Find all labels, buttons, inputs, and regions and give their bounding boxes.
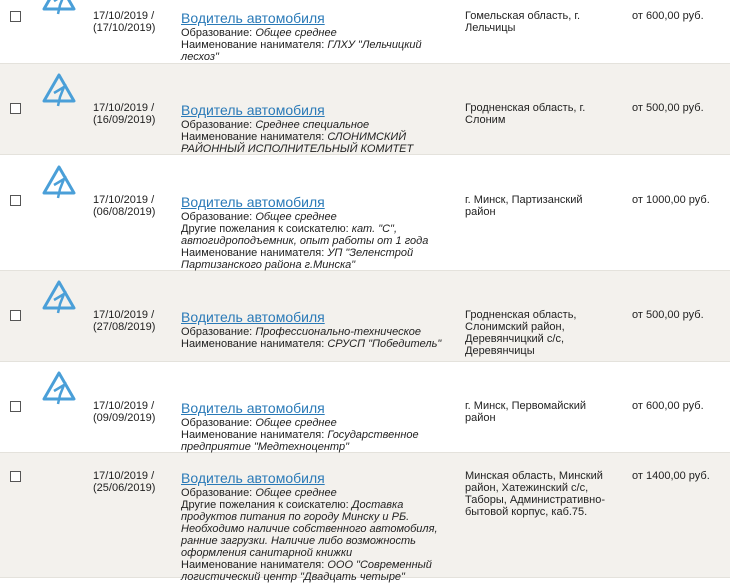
date — [93, 309, 155, 333]
vacancy-details — [181, 194, 451, 271]
vacancy-title-link[interactable]: Водитель автомобиля — [181, 400, 325, 416]
vacancy-row — [0, 271, 730, 362]
vacancy-details — [181, 102, 451, 155]
employer: Наименование нанимателя: Государственное предприятие "Медтехноцентр" — [181, 429, 419, 453]
salary: от 600,00 руб. — [632, 10, 704, 22]
employer: Наименование нанимателя: СЛОНИМСКИЙ РАЙОННЫЙ ИСПОЛНИТЕЛЬНЫЙ КОМИТЕТ — [181, 131, 414, 155]
employer: Наименование нанимателя: ГЛХУ "Лельчицкий лесхоз" — [181, 39, 422, 63]
vacancy-title-link[interactable]: Водитель автомобиля — [181, 10, 325, 26]
publish-date: 17/10/2019 / — [93, 194, 155, 206]
triangle-logo-icon — [42, 73, 76, 107]
select-checkbox[interactable] — [10, 11, 21, 22]
salary: от 1400,00 руб. — [632, 470, 710, 482]
education: Образование: Профессионально-техническое — [181, 326, 422, 338]
vacancy-row — [0, 362, 730, 453]
vacancy-details — [181, 470, 451, 583]
original-date: (06/08/2019) — [93, 206, 156, 218]
education: Образование: Общее среднее — [181, 27, 337, 39]
employer: Наименование нанимателя: ООО "Современный логистический центр "Двадцать четыре" — [181, 559, 432, 583]
education: Образование: Общее среднее — [181, 487, 337, 499]
original-date: (16/09/2019) — [93, 114, 156, 126]
vacancy-details — [181, 309, 451, 350]
salary: от 500,00 руб. — [632, 102, 704, 114]
location: Гродненская область, Слонимский район, Деревянчицкий с/с, Деревянчицы — [465, 309, 577, 357]
vacancy-row — [0, 155, 730, 271]
publish-date: 17/10/2019 / — [93, 10, 155, 22]
salary: от 1000,00 руб. — [632, 194, 710, 206]
date — [93, 470, 155, 494]
location: Гродненская область, г. Слоним — [465, 102, 586, 126]
location: г. Минск, Первомайский район — [465, 400, 586, 424]
publish-date: 17/10/2019 / — [93, 102, 155, 114]
vacancy-title-link[interactable]: Водитель автомобиля — [181, 194, 325, 210]
vacancy-row — [0, 453, 730, 583]
vacancy-details — [181, 400, 451, 453]
date — [93, 194, 155, 218]
select-checkbox[interactable] — [10, 401, 21, 412]
employer: Наименование нанимателя: УП "Зеленстрой Партизанского района г.Минска" — [181, 247, 414, 271]
salary: от 600,00 руб. — [632, 400, 704, 412]
date — [93, 10, 155, 34]
education: Образование: Общее среднее — [181, 211, 337, 223]
select-checkbox[interactable] — [10, 471, 21, 482]
vacancy-title-link[interactable]: Водитель автомобиля — [181, 309, 325, 325]
triangle-logo-icon — [42, 371, 76, 405]
education: Образование: Общее среднее — [181, 417, 337, 429]
salary: от 500,00 руб. — [632, 309, 704, 321]
select-checkbox[interactable] — [10, 103, 21, 114]
date — [93, 102, 155, 126]
triangle-logo-icon — [42, 165, 76, 199]
original-date: (17/10/2019) — [93, 22, 156, 34]
original-date: (09/09/2019) — [93, 412, 156, 424]
original-date: (25/06/2019) — [93, 482, 156, 494]
triangle-logo-icon — [42, 0, 76, 15]
location: г. Минск, Партизанский район — [465, 194, 583, 218]
location: Гомельская область, г. Лельчицы — [465, 10, 581, 34]
publish-date: 17/10/2019 / — [93, 470, 155, 482]
original-date: (27/08/2019) — [93, 321, 156, 333]
select-checkbox[interactable] — [10, 310, 21, 321]
vacancy-title-link[interactable]: Водитель автомобиля — [181, 470, 325, 486]
select-checkbox[interactable] — [10, 195, 21, 206]
publish-date: 17/10/2019 / — [93, 400, 155, 412]
date — [93, 400, 155, 424]
publish-date: 17/10/2019 / — [93, 309, 155, 321]
education: Образование: Среднее специальное — [181, 119, 370, 131]
triangle-logo-icon — [42, 280, 76, 314]
vacancy-row — [0, 0, 730, 64]
vacancy-details — [181, 10, 451, 63]
location: Минская область, Минский район, Хатежинский с/с, Таборы, Административно-бытовой корпус, каб.75. — [465, 470, 605, 518]
vacancy-title-link[interactable]: Водитель автомобиля — [181, 102, 325, 118]
vacancy-row — [0, 64, 730, 155]
wishes: Другие пожелания к соискателю: Доставка продуктов питания по городу Минску и РБ. Необходимо наличие собственного автомобиля, ранние загрузки. Наличие либо возможность оформления санитарной книжки — [181, 499, 438, 559]
wishes: Другие пожелания к соискателю: кат. "С", автогидроподъемник, опыт работы от 1 года — [181, 223, 429, 247]
employer: Наименование нанимателя: СРУСП "Победитель" — [181, 338, 442, 350]
